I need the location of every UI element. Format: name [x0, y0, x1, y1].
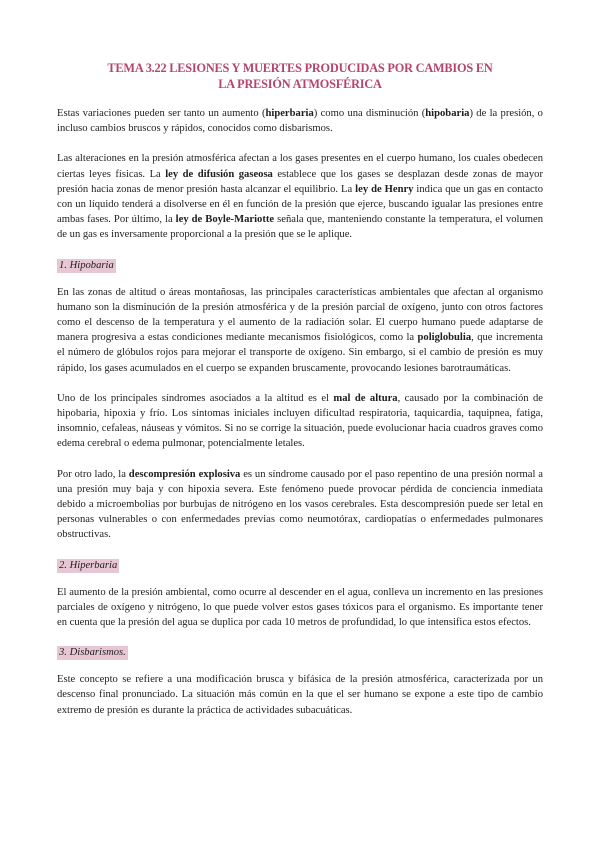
term-descompresion-explosiva: descompresión explosiva: [128, 468, 241, 480]
term-ley-difusion: ley de difusión gaseosa: [165, 168, 273, 180]
section-heading-hiperbaria: 2. Hiperbaria: [59, 559, 118, 571]
document-page: [57, 60, 543, 718]
term-hipobaria: hipobaria: [425, 108, 470, 119]
term-ley-boyle: ley de Boyle-Mariotte: [175, 214, 275, 226]
term-ley-henry: ley de Henry: [355, 183, 414, 195]
term-hiperbaria: hiperbaria: [265, 108, 314, 119]
section-heading-hipobaria: 1. Hipobaria: [59, 259, 114, 271]
term-poliglobulia: poliglobulia: [417, 332, 472, 344]
hipobaria-paragraph-3: Por otro lado, la descompresión explosiva es un síndrome causado por el paso repentino de una presión normal a una presión muy baja y con hipoxia severa. Este fenómeno puede provocar pérdida de conciencia inmediata debido a microembolias por burbujas de nitrógeno en los vasos cerebrales. Esta descompresión puede ser letal en personas vulnerables o con enfermedades previas como neumotórax, cardiopatías o enfermedades pulmonares obstructivas.: [57, 468, 543, 541]
hipobaria-paragraph-1: En las zonas de altitud o áreas montañosas, las principales características ambientales que afectan al organismo humano son la disminución de la presión atmosférica y de la presión parcial de oxígeno, junto con otros factores como el descenso de la temperatura y el aumento de la radiación solar. El cuerpo humano puede adaptarse de manera progresiva a estas condiciones mediante mecanismos fisiológicos, como la poliglobulia, que incrementa el número de glóbulos rojos para mejorar el transporte de oxígeno. Sin embargo, si el cambio de presión es muy rápido, los gases acumulados en el cuerpo se expanden bruscamente, provocando lesiones barotraumáticas.: [57, 286, 543, 374]
intro-paragraph-2: Las alteraciones en la presión atmosférica afectan a los gases presentes en el cuerpo humano, los cuales obedecen ciertas leyes físicas. La ley de difusión gaseosa establece que los gases se desplazan desde zonas de mayor presión hacia zonas de menor presión hasta alcanzar el equilibrio. La ley de Henry indica que un gas en contacto con un líquido tenderá a disolverse en él en función de la presión que ejerce, buscando igualar las presiones entre ambas fases. Por último, la ley de Boyle-Mariotte señala que, manteniendo constante la temperatura, el volumen de un gas es inversamente proporcional a la presión que se le aplique.: [57, 153, 544, 241]
document-title: [57, 60, 543, 92]
title-line-1: TEMA 3.22 LESIONES Y MUERTES PRODUCIDAS POR CAMBIOS EN: [107, 61, 493, 75]
hiperbaria-paragraph-1: El aumento de la presión ambiental, como ocurre al descender en el agua, conlleva un incremento en las presiones parciales de oxígeno y nitrógeno, lo que puede volver estos gases tóxicos para el organismo. Es importante tener en cuenta que la presión del agua se duplica por cada 10 metros de profundidad, lo que intensifica estos efectos.: [57, 586, 543, 629]
intro-paragraph-1: Estas variaciones pueden ser tanto un aumento (hiperbaria) como una disminución (hipobaria) de la presión, o incluso cambios bruscos y rápidos, conocidos como disbarismos.: [57, 108, 543, 135]
title-line-2: LA PRESIÓN ATMOSFÉRICA: [218, 77, 382, 91]
hipobaria-paragraph-2: Uno de los principales síndromes asociados a la altitud es el mal de altura, causado por la combinación de hipobaria, hipoxia y frío. Los síntomas iniciales incluyen dificultad respiratoria, taquicardia, taquipnea, fatiga, insomnio, cefaleas, náuseas y vómitos. Si no se corrige la situación, puede evolucionar hacia cuadros graves como edema cerebral o edema pulmonar, potencialmente letales.: [57, 392, 543, 450]
term-mal-de-altura: mal de altura: [333, 392, 398, 404]
section-heading-disbarismos: 3. Disbarismos.: [59, 647, 126, 659]
disbarismos-paragraph-1: Este concepto se refiere a una modificación brusca y bifásica de la presión atmosférica, caracterizada por un descenso final pronunciado. La situación más común en la que el ser humano se expone a este tipo de cambio extremo de presión es durante la práctica de actividades subacuáticas.: [57, 674, 543, 716]
